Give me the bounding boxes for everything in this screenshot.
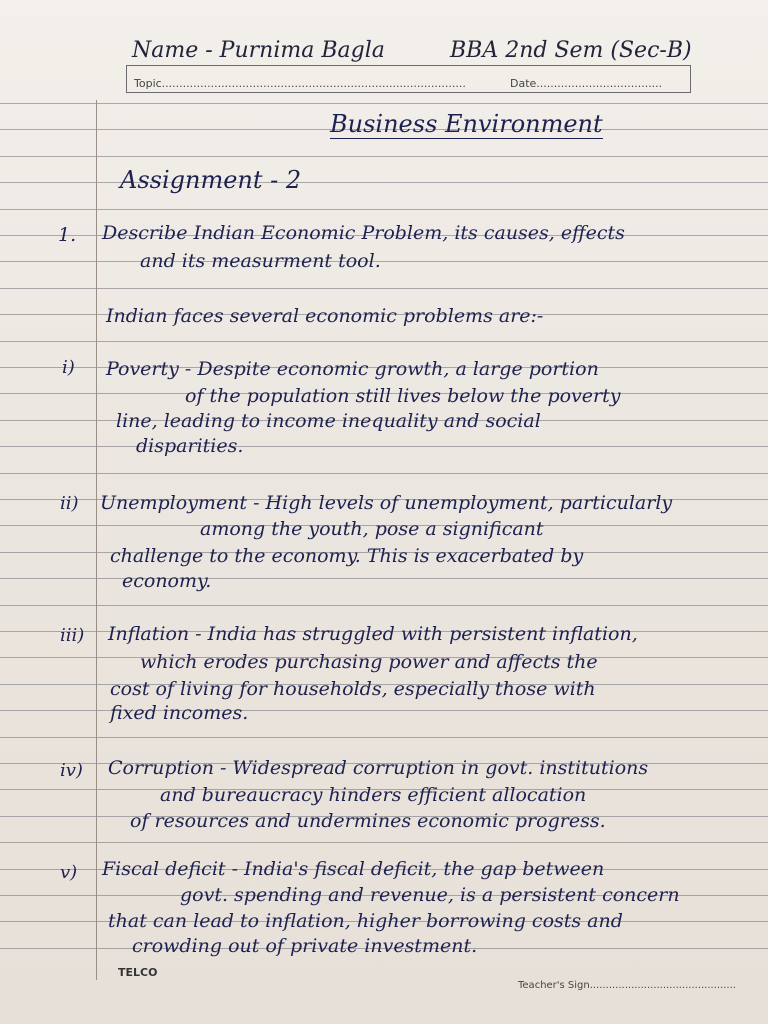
rule-line — [0, 103, 768, 104]
intro-line: Indian faces several economic problems are:- — [106, 305, 544, 327]
point-line: of resources and undermines economic progress. — [130, 810, 606, 832]
point-line: govt. spending and revenue, is a persistent concern — [180, 884, 680, 906]
point-numeral: i) — [62, 357, 75, 378]
rule-line — [0, 842, 768, 843]
teacher-sign-label: Teacher's Sign.............................................. — [518, 980, 736, 991]
class-section: BBA 2nd Sem (Sec-B) — [450, 38, 692, 63]
point-line: Inflation - India has struggled with persistent inflation, — [108, 623, 638, 645]
topic-label: Topic....................................................................................... — [134, 77, 466, 90]
point-line: which erodes purchasing power and affects the — [140, 651, 598, 673]
question-line-2: and its measurment tool. — [140, 250, 381, 272]
point-line: and bureaucracy hinders efficient allocation — [160, 784, 587, 806]
point-line: that can lead to inflation, higher borrowing costs and — [108, 910, 623, 932]
point-numeral: ii) — [60, 493, 79, 514]
date-label: Date.................................... — [510, 77, 663, 90]
rule-line — [0, 341, 768, 342]
rule-line — [0, 209, 768, 210]
rule-line — [0, 261, 768, 262]
rule-line — [0, 156, 768, 157]
point-line: disparities. — [136, 435, 244, 457]
point-line: crowding out of private investment. — [132, 935, 478, 957]
point-line: cost of living for households, especially those with — [110, 678, 596, 700]
student-name: Name - Purnima Bagla — [132, 38, 385, 63]
point-line: line, leading to income inequality and social — [116, 410, 541, 432]
rule-line — [0, 578, 768, 579]
rule-line — [0, 182, 768, 183]
point-line: challenge to the economy. This is exacerbated by — [110, 545, 584, 567]
question-number: 1. — [58, 224, 77, 246]
rule-line — [0, 288, 768, 289]
point-line: among the youth, pose a significant — [200, 518, 544, 540]
assignment-heading: Assignment - 2 — [120, 166, 302, 194]
question-line-1: Describe Indian Economic Problem, its causes, effects — [102, 222, 625, 244]
point-line: Poverty - Despite economic growth, a large portion — [106, 358, 599, 380]
point-line: Unemployment - High levels of unemployment, particularly — [100, 492, 673, 514]
point-numeral: iii) — [60, 625, 85, 646]
point-line: of the population still lives below the poverty — [185, 385, 621, 407]
rule-line — [0, 605, 768, 606]
notebook-brand: TELCO — [118, 966, 158, 979]
point-line: Fiscal deficit - India's fiscal deficit, the gap between — [102, 858, 605, 880]
point-line: fixed incomes. — [110, 702, 249, 724]
point-line: Corruption - Widespread corruption in govt. institutions — [108, 757, 649, 779]
rule-line — [0, 737, 768, 738]
point-line: economy. — [122, 570, 212, 592]
margin-line — [96, 100, 97, 980]
page-title: Business Environment — [330, 110, 603, 138]
rule-line — [0, 473, 768, 474]
point-numeral: iv) — [60, 760, 83, 781]
rule-line — [0, 446, 768, 447]
point-numeral: v) — [60, 862, 78, 883]
